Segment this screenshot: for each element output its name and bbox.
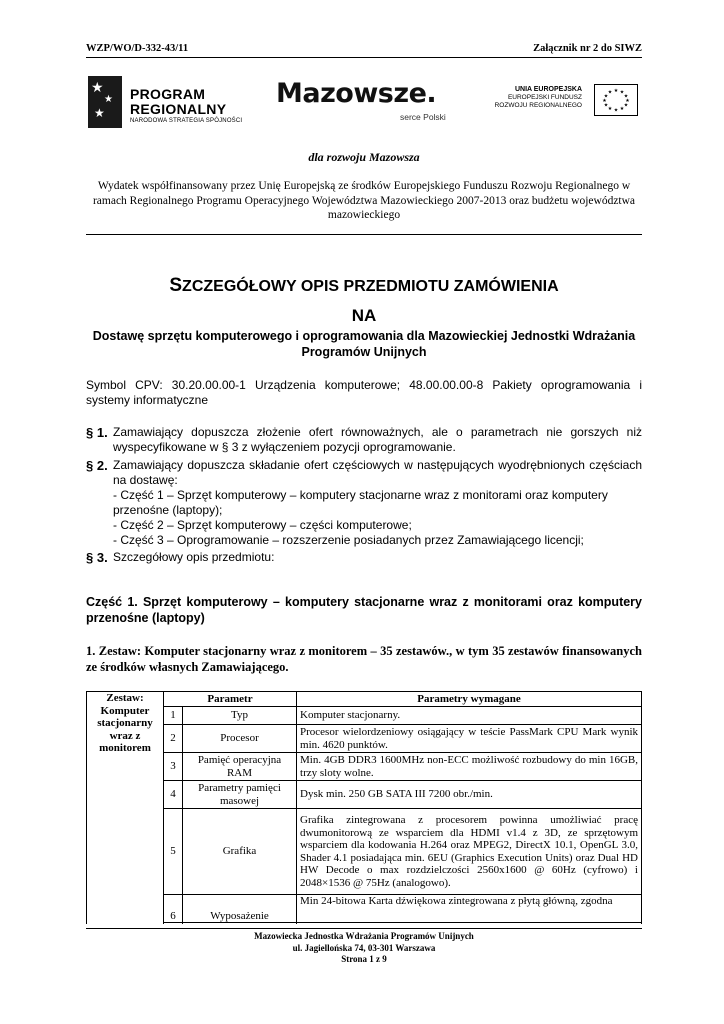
header-divider xyxy=(86,234,642,235)
zestaw-cell xyxy=(87,692,164,925)
row-param: Pamięć operacyjna RAM xyxy=(183,753,297,781)
mazowsze-logo xyxy=(276,78,466,128)
paragraph-number: § 2. xyxy=(86,458,108,473)
eu-flag-icon xyxy=(594,84,638,116)
cpv-symbol: Symbol CPV: 30.20.00.00-1 Urządzenia komputerowe; 48.00.00.00-8 Pakiety oprogramowania i systemy informatyczne xyxy=(86,378,642,407)
row-value: Grafika zintegrowana z procesorem powinna umożliwiać pracę dwumonitorową ze wsparciem dla HDMI v1.4 z 3D, ze sprzętowym wsparciem dla kodowania H.264 oraz MPEG2, DirectX 10.1, OpenGL 3.0, Shader 4.1 posiadająca min. 6EU (Graphics Execution Units) oraz Dual HD HW Decode o max rozdzielczości 2560x1600 @ 60Hz (cyfrowo) i 2048×1536 @ 75Hz (analogowo). xyxy=(297,809,642,895)
row-number: 1 xyxy=(164,707,183,725)
paragraph-2 xyxy=(86,458,642,548)
cofinancing-note: Wydatek współfinansowany przez Unię Europejską ze środków Europejskiego Funduszu Rozwoju Regionalnego w ramach Regionalnego Programu Operacyjnego Województwa Mazowieckiego 2007-2013 oraz budżetu województwa mazowieckiego xyxy=(92,180,636,221)
title-initial: S xyxy=(169,275,183,296)
row-param: Typ xyxy=(183,707,297,725)
title-rest: ZCZEGÓŁOWY OPIS PRZEDMIOTU ZAMÓWIENIA xyxy=(182,278,559,295)
zestaw-label: Zestaw: xyxy=(106,692,144,704)
table-row xyxy=(87,753,642,781)
spec-table xyxy=(86,691,642,924)
row-number: 6 xyxy=(164,895,183,923)
footer-divider xyxy=(86,928,642,929)
paragraph-text: Zamawiający dopuszcza złożenie ofert równoważnych, ale o parametrach nie gorszych niż wyspecyfikowane w § 3 z wyłączeniem pozycji oprogramowanie. xyxy=(113,425,642,454)
row-number: 5 xyxy=(164,809,183,895)
title-na: NA xyxy=(351,306,377,325)
svg-text:★: ★ xyxy=(619,106,625,112)
eu-line2: EUROPEJSKI FUNDUSZ xyxy=(507,94,582,101)
row-param: Procesor xyxy=(183,725,297,753)
paragraph-number: § 3. xyxy=(86,550,108,565)
program-logo-line1: PROGRAM xyxy=(130,86,206,102)
logo-bar xyxy=(86,72,642,134)
part1-heading: Część 1. Sprzęt komputerowy – komputery stacjonarne wraz z monitorami oraz komputery przenośne (laptopy) xyxy=(86,595,642,625)
paragraph-1 xyxy=(86,425,642,455)
paragraph-list-item: - Część 1 – Sprzęt komputerowy – komputery stacjonarne wraz z monitorami oraz komputery przenośne (laptopy); xyxy=(113,488,608,517)
svg-text:★: ★ xyxy=(607,106,613,112)
svg-text:★: ★ xyxy=(613,107,619,114)
page-header xyxy=(86,41,642,58)
eu-line1: UNIA EUROPEJSKA xyxy=(514,86,582,93)
row-value: Procesor wielordzeniowy osiągający w teście PassMark CPU Mark wynik min. 4620 punktów. xyxy=(297,725,642,753)
page-footer xyxy=(86,931,642,966)
eu-logo-text xyxy=(480,86,582,110)
table-row xyxy=(87,809,642,895)
page-number: Strona 1 z 9 xyxy=(341,954,387,964)
svg-text:★: ★ xyxy=(625,98,630,104)
set1-heading: 1. Zestaw: Komputer stacjonarny wraz z monitorem – 35 zestawów., w tym 35 zestawów finansowanych ze środków własnych Zamawiającego. xyxy=(86,644,642,674)
svg-text:★: ★ xyxy=(602,98,607,104)
program-logo-line3: NARODOWA STRATEGIA SPÓJNOŚCI xyxy=(130,118,243,124)
paragraph-text: Szczegółowy opis przedmiotu: xyxy=(113,550,275,564)
attachment-label: Załącznik nr 2 do SIWZ xyxy=(533,43,642,54)
svg-text:★: ★ xyxy=(623,102,629,109)
program-logo-line2: REGIONALNY xyxy=(130,101,227,117)
footer-address: ul. Jagiellońska 74, 03-301 Warszawa xyxy=(292,942,436,953)
row-value: Min 24-bitowa Karta dźwiękowa zintegrowana z płytą główną, zgodna xyxy=(297,895,642,923)
svg-text:★: ★ xyxy=(619,89,625,96)
program-regionalny-star-icon: ★ ★ ★ xyxy=(88,76,122,128)
svg-text:★: ★ xyxy=(603,93,609,100)
spec-table-wrapper xyxy=(86,691,644,924)
row-param: Parametry pamięci masowej xyxy=(183,781,297,809)
svg-text:★: ★ xyxy=(603,102,609,109)
document-subject: Dostawę sprzętu komputerowego i oprogramowania dla Mazowieckiej Jednostki Wdrażania Programów Unijnych xyxy=(92,329,636,359)
row-number: 4 xyxy=(164,781,183,809)
svg-text:★: ★ xyxy=(607,89,613,96)
row-value: Min. 4GB DDR3 1600MHz non-ECC możliwość rozbudowy do min 16GB, trzy sloty wolne. xyxy=(297,753,642,781)
row-value: Dysk min. 250 GB SATA III 7200 obr./min. xyxy=(297,781,642,809)
program-regionalny-logo xyxy=(86,74,276,130)
table-row xyxy=(87,707,642,725)
mazowsze-wordmark: Mazowsze. xyxy=(276,78,437,109)
column-header-param: Parametr xyxy=(164,692,297,707)
document-title xyxy=(86,275,642,297)
table-row xyxy=(87,781,642,809)
paragraph-3 xyxy=(86,550,642,565)
paragraph-number: § 1. xyxy=(86,425,108,440)
zestaw-name: Komputer stacjonarny wraz z monitorem xyxy=(97,704,153,754)
mazowsze-tagline: serce Polski xyxy=(400,112,446,122)
row-param: Grafika xyxy=(183,809,297,895)
table-row xyxy=(87,725,642,753)
reference-number: WZP/WO/D-332-43/11 xyxy=(86,43,189,54)
eu-line3: ROZWOJU REGIONALNEGO xyxy=(494,102,582,109)
row-number: 3 xyxy=(164,753,183,781)
row-value: Komputer stacjonarny. xyxy=(297,707,642,725)
eu-logo xyxy=(480,84,640,124)
svg-text:★: ★ xyxy=(613,88,619,94)
paragraph-text: Zamawiający dopuszcza składanie ofert częściowych w następujących wyodrębnionych częściach na dostawę: xyxy=(113,458,642,487)
paragraph-list-item: - Część 2 – Sprzęt komputerowy – części komputerowe; xyxy=(113,518,412,532)
slogan: dla rozwoju Mazowsza xyxy=(308,150,420,164)
row-number: 2 xyxy=(164,725,183,753)
svg-text:★: ★ xyxy=(623,93,629,100)
column-header-required: Parametry wymagane xyxy=(297,692,642,707)
table-header-row xyxy=(87,692,642,707)
footer-org: Mazowiecka Jednostka Wdrażania Programów Unijnych xyxy=(254,931,474,941)
paragraph-list-item: - Część 3 – Oprogramowanie – rozszerzenie posiadanych przez Zamawiającego licencji; xyxy=(113,533,584,547)
row-param: Wyposażenie xyxy=(183,895,297,923)
table-row xyxy=(87,895,642,923)
